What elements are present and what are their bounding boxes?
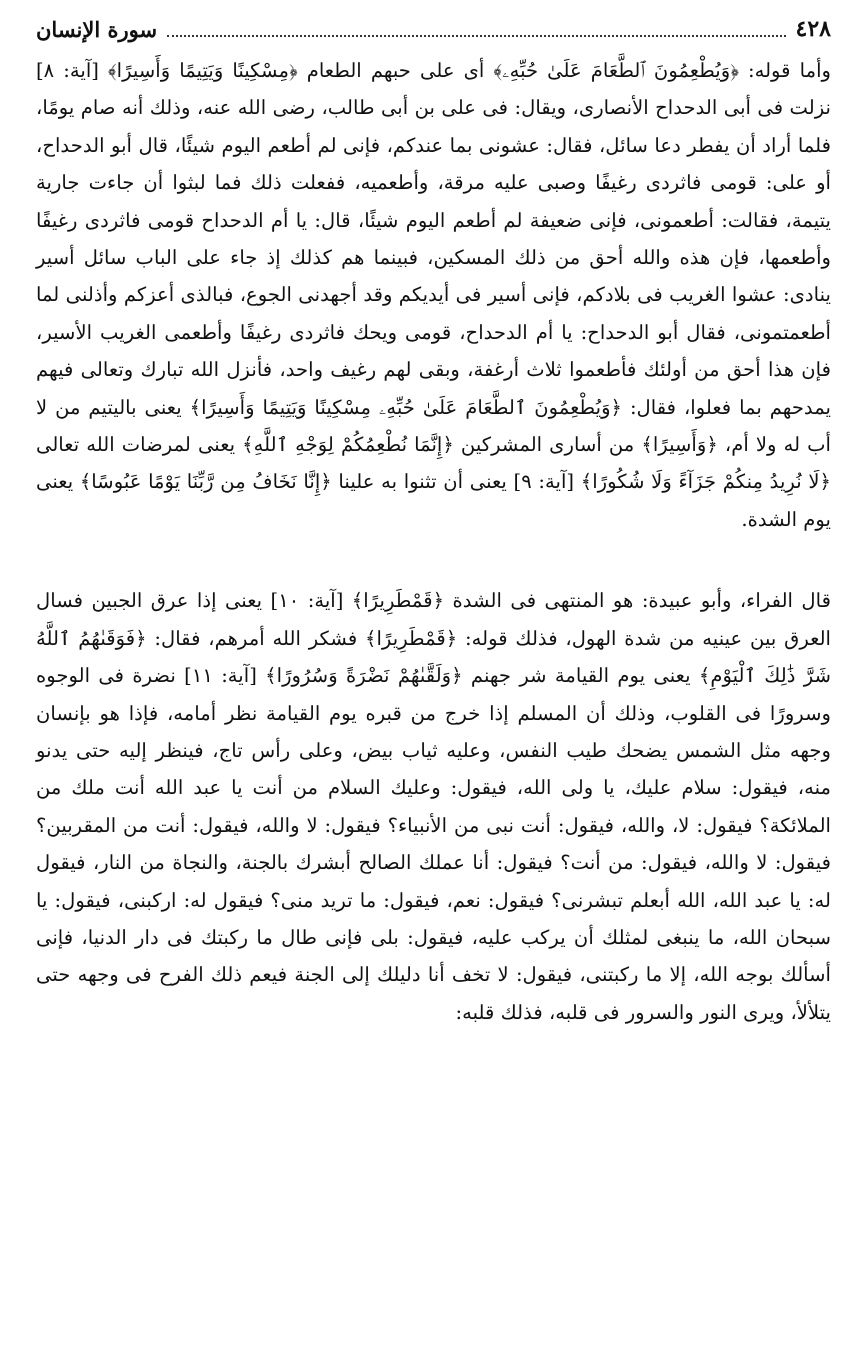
- paragraph-2: قال الفراء، وأبو عبيدة: هو المنتهى فى الشدة ﴿قَمْطَرِيرًا﴾ [آية: ١٠] يعنى إذا عرق الجبين فسال العرق بين عينيه من شدة الهول، فذلك قوله: ﴿قَمْطَرِيرًا﴾ فشكر الله أمرهم، فقال: ﴿فَوَقَىٰهُمُ ٱللَّهُ شَرَّ ذَٰلِكَ ٱلْيَوْمِ﴾ يعنى يوم القيامة شر جهنم ﴿وَلَقَّىٰهُمْ نَضْرَةً وَسُرُورًا﴾ [آية: ١١] نضرة فى الوجوه وسرورًا فى القلوب، وذلك أن المسلم إذا خرج من قبره يوم القيامة نظر أمامه، فإذا هو بإنسان وجهه مثل الشمس يضحك طيب النفس، وعليه ثياب بيض، وعلى رأس تاج، فينظر إليه حتى يدنو منه، فيقول: سلام عليك، يا ولى الله، فيقول: وعليك السلام من أنت يا عبد الله أنت ملك من الملائكة؟ فيقول: لا، والله، فيقول: أنت نبى من الأنبياء؟ فيقول: لا والله، فيقول: أنت من المقربين؟ فيقول: لا والله، فيقول: من أنت؟ فيقول: أنا عملك الصالح أبشرك بالجنة، والنجاة من النار، فيقول له: يا عبد الله، الله أبعلم تبشرنى؟ فيقول: نعم، فيقول: ما تريد منى؟ فيقول له: اركبنى، فيقول: يا سبحان الله، ما ينبغى لمثلك أن يركب عليه، فيقول: بلى فإنى طال ما ركبتك فى دار الدنيا، فإنى أسألك بوجه الله، إلا ما ركبتنى، فيقول: لا تخف أنا دليلك إلى الجنة فيعم ذلك الفرح فى وجهه حتى يتلألأ، ويرى النور والسرور فى قلبه، فذلك قلبه:: [36, 589, 831, 1024]
- page-header: [36, 12, 831, 46]
- paragraph-1: وأما قوله: ﴿وَيُطْعِمُونَ ٱلطَّعَامَ عَلَىٰ حُبِّهِۦ﴾ أى على حبهم الطعام ﴿مِسْكِينًا وَيَتِيمًا وَأَسِيرًا﴾ [آية: ٨] نزلت فى أبى الدحداح الأنصارى، ويقال: فى على بن أبى طالب، رضى الله عنه، وذلك أنه صام يومًا، فلما أراد أن يفطر دعا سائل، فقال: عشونى بما عندكم، فإنى لم أطعم اليوم شيئًا، قال أبو الدحداح، أو على: قومى فاثردى رغيفًا وصبى عليه مرقة، وأطعميه، ففعلت ذلك فما لبثوا أن جاءت جارية يتيمة، فقالت: أطعمونى، فإنى ضعيفة لم أطعم اليوم شيئًا، قال: يا أم الدحداح قومى فاثردى رغيفًا وأطعمها، فإن هذه والله أحق من ذلك المسكين، فبينما هم كذلك إذ جاء على الباب سائل أسير ينادى: عشوا الغريب فى بلادكم، فإنى أسير فى أيديكم وقد أجهدنى الجوع، فبالذى أعزكم وأذلنى لما أطعمتمونى، فقال أبو الدحداح: يا أم الدحداح، قومى ويحك فاثردى رغيفًا وأطعمى الغريب الأسير، فإن هذا أحق من أولئك فأطعموا ثلاث أرغفة، وبقى لهم رغيف واحد، فأنزل الله تبارك وتعالى فيهم يمدحهم بما فعلوا، فقال: ﴿وَيُطْعِمُونَ ٱلطَّعَامَ عَلَىٰ حُبِّهِۦ مِسْكِينًا وَيَتِيمًا وَأَسِيرًا﴾ يعنى باليتيم من لا أب له ولا أم، ﴿وَأَسِيرًا﴾ من أسارى المشركين ﴿إِنَّمَا نُطْعِمُكُمْ لِوَجْهِ ٱللَّهِ﴾ يعنى لمرضات الله تعالى ﴿لَا نُرِيدُ مِنكُمْ جَزَآءً وَلَا شُكُورًا﴾ [آية: ٩] يعنى أن تثنوا به علينا ﴿إِنَّا نَخَافُ مِن رَّبِّنَا يَوْمًا عَبُوسًا﴾ يعنى يوم الشدة.: [36, 59, 831, 531]
- header-dotted-leader: [167, 21, 785, 37]
- page-number: ٤٢٨: [795, 16, 831, 42]
- paragraph-gap: [36, 538, 831, 582]
- surah-title: سورة الإنسان: [36, 16, 158, 42]
